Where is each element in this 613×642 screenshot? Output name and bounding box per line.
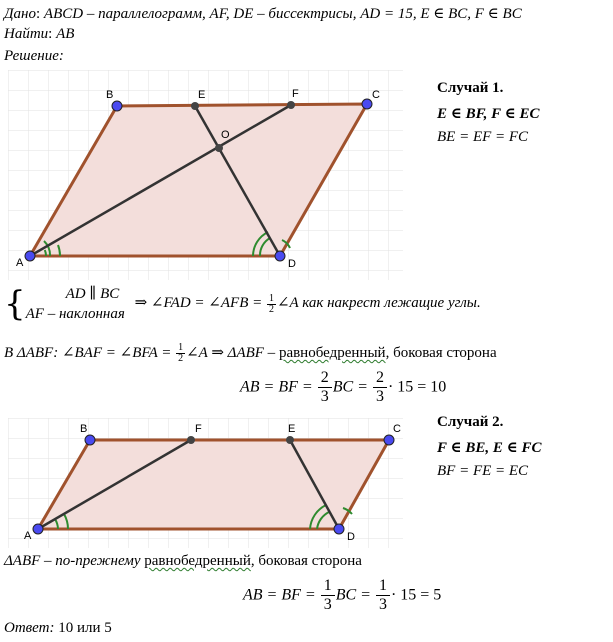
system-line1: AD ∥ BC xyxy=(65,286,120,302)
point-e xyxy=(286,436,294,444)
label-b: B xyxy=(106,89,114,101)
parallel-system: { AD ∥ BC AF – наклонная ⇒ ∠FAD = ∠AFB = $\frac{1}{2}$ ∠A как накрест лежащие углы. xyxy=(4,284,481,324)
label-b: B xyxy=(80,423,88,435)
figure-case1 xyxy=(0,70,410,280)
label-c: C xyxy=(372,89,380,101)
given-label: Дано xyxy=(4,6,36,22)
point-e xyxy=(191,102,199,110)
case2-condition: F ∈ BE, E ∈ FC xyxy=(437,440,542,456)
solution-label: Решение: xyxy=(4,48,64,64)
label-c: C xyxy=(393,423,401,435)
case1-condition: E ∈ BF, F ∈ EC xyxy=(437,106,540,122)
triangle-statement-1: В ΔABF: ∠BAF = ∠BFA = $\frac{1}{2}$ ∠A ⇒ ΔABF – равнобедренный, боковая сторона xyxy=(4,342,497,365)
label-d: D xyxy=(347,531,355,543)
point-c xyxy=(384,435,394,445)
point-f xyxy=(187,436,195,444)
answer-line xyxy=(4,620,112,637)
label-a: A xyxy=(24,530,32,542)
answer-label: Ответ: xyxy=(4,620,55,636)
parallelogram-abcd xyxy=(38,440,389,529)
label-a: A xyxy=(16,257,24,269)
triangle-statement-2: ΔABF – по-прежнему равнобедренный, боковая сторона xyxy=(4,553,362,569)
point-b xyxy=(85,435,95,445)
point-c xyxy=(362,99,372,109)
given-line: Дано: ABCD – параллелограмм, AF, DE – биссектрисы, AD = 15, E ∈ BC, F ∈ BC xyxy=(4,6,522,22)
point-d xyxy=(334,524,344,534)
case1-title: Случай 1. xyxy=(437,80,504,96)
figure-case2 xyxy=(0,418,410,548)
case2-title: Случай 2. xyxy=(437,414,504,430)
point-o xyxy=(215,144,223,152)
label-e: E xyxy=(288,423,296,435)
find-line: Найти: AB xyxy=(4,26,75,42)
label-f: F xyxy=(195,423,202,435)
case2-equation: BF = FE = EC xyxy=(437,463,529,479)
system-line2: AF – наклонная xyxy=(25,306,125,322)
system-result: ⇒ ∠FAD = ∠AFB = xyxy=(134,295,266,312)
point-d xyxy=(275,251,285,261)
find-label: Найти xyxy=(4,26,49,42)
point-a xyxy=(25,251,35,261)
formula-case1: AB = BF = $\frac{2}{3}$ BC = $\frac{2}{3}$ · 15 = 10 xyxy=(240,369,447,405)
formula-case2: AB = BF = $\frac{1}{3}$ BC = $\frac{1}{3}$ · 15 = 5 xyxy=(243,577,442,613)
given-text: ABCD – параллелограмм, AF, DE – биссектрисы, AD = 15, E ∈ BC, F ∈ BC xyxy=(43,6,522,22)
point-b xyxy=(112,101,122,111)
case1-equation: BE = EF = FC xyxy=(437,129,529,145)
answer-text: 10 или 5 xyxy=(58,620,112,636)
label-e: E xyxy=(198,89,206,101)
label-d: D xyxy=(288,258,296,270)
label-o: O xyxy=(221,129,230,141)
label-f: F xyxy=(292,88,299,100)
point-f xyxy=(287,101,295,109)
find-text: AB xyxy=(56,26,75,42)
point-a xyxy=(33,524,43,534)
